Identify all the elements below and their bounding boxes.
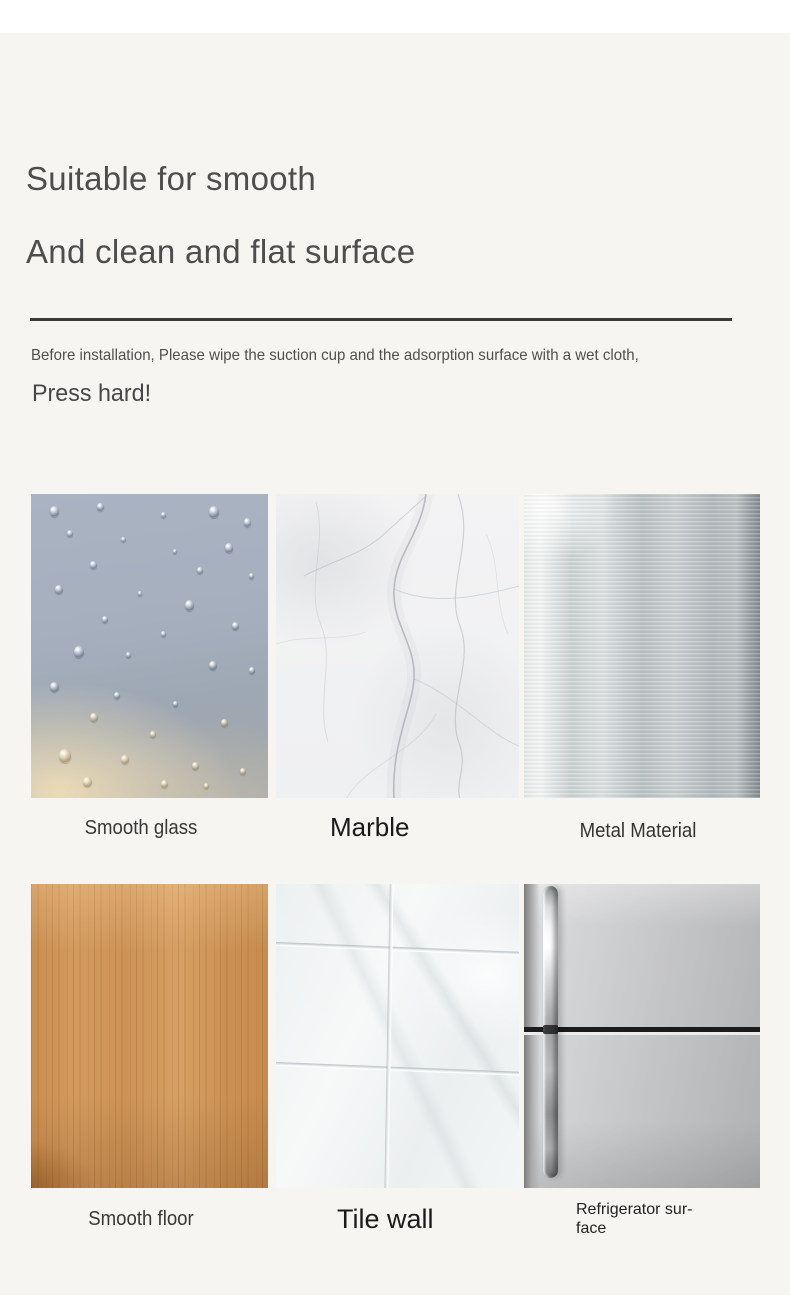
water-droplet xyxy=(249,573,254,579)
water-droplet xyxy=(173,701,178,707)
water-droplet xyxy=(121,537,126,542)
water-droplet xyxy=(74,646,84,658)
water-droplet xyxy=(50,682,59,692)
water-droplet xyxy=(59,749,71,763)
water-droplet xyxy=(244,518,251,527)
tile-wall-label: Tile wall xyxy=(337,1204,434,1234)
water-droplet xyxy=(221,719,228,727)
water-droplet xyxy=(114,692,120,699)
water-droplet xyxy=(232,622,239,630)
headline-line-1: Suitable for smooth xyxy=(26,160,317,197)
water-droplet xyxy=(121,755,129,764)
water-droplet xyxy=(173,549,177,554)
marble-photo xyxy=(276,494,519,798)
marble-veins-graphic xyxy=(276,494,519,798)
metal-photo xyxy=(524,494,760,798)
headline-line-2: And clean and flat surface xyxy=(26,233,416,270)
section-divider xyxy=(30,318,732,321)
water-droplet xyxy=(90,561,97,569)
water-droplet xyxy=(55,585,63,594)
water-droplet xyxy=(67,530,73,537)
metal-material-label: Metal Material xyxy=(579,820,697,842)
water-droplet xyxy=(161,512,166,518)
smooth-glass-label: Smooth glass xyxy=(84,817,198,839)
fridge-handle-notch xyxy=(543,1025,558,1034)
water-droplet xyxy=(50,506,59,517)
water-droplet xyxy=(209,661,217,670)
water-droplet xyxy=(150,731,156,738)
water-droplet xyxy=(185,600,194,611)
instruction-text: Before installation, Please wipe the suction cup and the adsorption surface with a wet cloth, xyxy=(31,347,639,364)
smooth-glass-photo xyxy=(31,494,268,798)
water-droplet xyxy=(249,667,255,674)
water-droplet xyxy=(192,762,199,770)
fridge-door-gap-highlight xyxy=(524,1032,760,1035)
water-droplet xyxy=(97,503,104,511)
water-droplet xyxy=(83,777,92,787)
water-droplet xyxy=(126,652,131,658)
water-droplet xyxy=(102,616,108,623)
refrigerator-photo xyxy=(524,884,760,1188)
water-droplet xyxy=(138,591,142,596)
water-droplet xyxy=(225,543,233,553)
water-droplet xyxy=(197,567,203,574)
smooth-floor-photo xyxy=(31,884,268,1188)
press-hard-text: Press hard! xyxy=(32,380,152,407)
fridge-side-edge xyxy=(524,884,540,1188)
water-droplet xyxy=(161,631,166,637)
water-droplet xyxy=(240,768,246,775)
tile-wall-photo xyxy=(276,884,519,1188)
water-droplet xyxy=(90,713,98,722)
tile-sheen xyxy=(276,884,519,1188)
marble-label: Marble xyxy=(330,812,410,842)
refrigerator-surface-label: Refrigerator sur-face xyxy=(576,1201,693,1237)
fridge-handle xyxy=(543,886,558,1178)
water-droplet xyxy=(209,506,219,518)
water-droplet xyxy=(161,780,168,788)
water-droplet xyxy=(204,783,209,789)
smooth-floor-label: Smooth floor xyxy=(88,1208,194,1230)
